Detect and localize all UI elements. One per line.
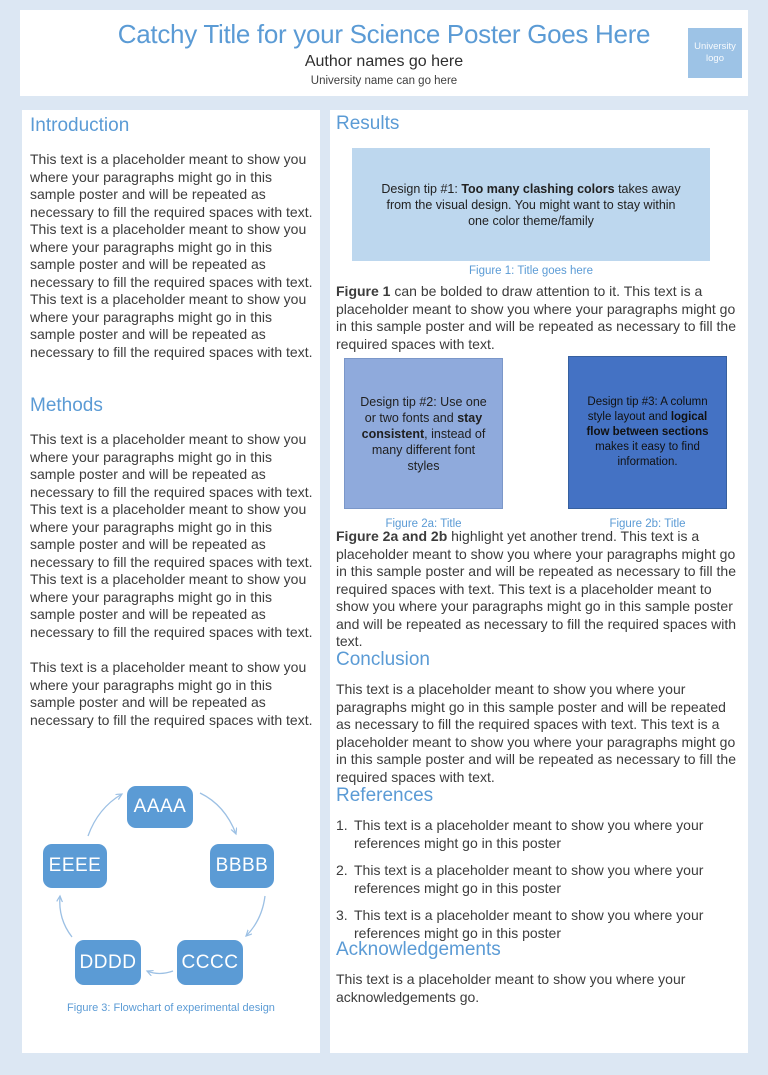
figure2a-text: Design tip #2: Use one or two fonts and stay consistent, instead of many different font styles bbox=[360, 394, 487, 473]
flow-arrow-cccc-to-dddd-icon bbox=[147, 971, 173, 974]
results-paragraph: Figure 1 can be bolded to draw attention to it. This text is a placeholder meant to show you where your paragraphs might go in this sample poster and will be repeated as necessary to fill the required spaces with text. bbox=[336, 283, 736, 352]
reference-marker: 2. bbox=[336, 862, 348, 878]
figure1-text: Design tip #1: Too many clashing colors takes away from the visual design. You might want to stay within one color theme/family bbox=[381, 181, 681, 228]
figure2a-box bbox=[344, 358, 503, 509]
figure3-caption: Figure 3: Flowchart of experimental design bbox=[67, 1002, 275, 1014]
figures-paragraph: Figure 2a and 2b highlight yet another trend. This text is a placeholder meant to show you where your paragraphs might go in this sample poster and will be repeated as necessary to fill the required spaces with text. This text is a placeholder meant to show you where your paragraphs might go in this sample poster and will be repeated as necessary to fill the required spaces with text. bbox=[336, 528, 736, 649]
reference-item bbox=[336, 907, 743, 942]
references-list bbox=[336, 817, 743, 942]
reference-text: This text is a placeholder meant to show you where your references might go in this poster bbox=[354, 817, 704, 851]
section-heading-acknowledgements: Acknowledgements bbox=[336, 939, 501, 960]
university-logo bbox=[688, 28, 742, 78]
flow-node-dddd: DDDD bbox=[75, 940, 141, 985]
introduction-paragraph: This text is a placeholder meant to show you where your paragraphs might go in this sample poster and will be repeated as necessary to fill the required spaces with text. This text is a placeholder meant to show you where your paragraphs might go in this sample poster and will be repeated as necessary to fill the required spaces with text. This text is a placeholder meant to show you where your paragraphs might go in this sample poster and will be repeated as necessary to fill the required spaces with text. bbox=[30, 151, 313, 360]
figures-paragraph-section bbox=[336, 528, 743, 651]
reference-text: This text is a placeholder meant to show you where your references might go in this poster bbox=[354, 907, 704, 941]
section-heading-results: Results bbox=[336, 113, 400, 134]
conclusion-paragraph: This text is a placeholder meant to show you where your paragraphs might go in this sample poster and will be repeated as necessary to fill the required spaces with text. This text is a placeholder meant to show you where your paragraphs might go in this sample poster and will be repeated as necessary to fill the required spaces with text. bbox=[336, 681, 736, 785]
flow-arrow-dddd-to-eeee-icon bbox=[60, 896, 72, 937]
section-heading-conclusion: Conclusion bbox=[336, 649, 430, 670]
reference-marker: 1. bbox=[336, 817, 348, 833]
methods-section bbox=[30, 394, 315, 729]
figure1-box bbox=[352, 148, 710, 261]
methods-paragraph-2: This text is a placeholder meant to show you where your paragraphs might go in this sample poster and will be repeated as necessary to fill the required spaces with text. bbox=[30, 659, 313, 728]
header-panel bbox=[20, 10, 748, 96]
figure2b-caption: Figure 2b: Title bbox=[609, 518, 686, 530]
left-column bbox=[22, 110, 320, 1053]
flow-arrow-aaaa-to-bbbb-icon bbox=[200, 793, 236, 834]
author-names: Author names go here bbox=[304, 53, 464, 70]
section-heading-methods: Methods bbox=[30, 395, 103, 416]
figure2-row bbox=[330, 356, 748, 531]
reference-item bbox=[336, 862, 743, 897]
header-text-block bbox=[20, 18, 748, 88]
reference-marker: 3. bbox=[336, 907, 348, 923]
right-column bbox=[330, 110, 748, 1053]
acknowledgements-section bbox=[336, 938, 743, 1006]
section-heading-introduction: Introduction bbox=[30, 115, 130, 136]
figure2b-text: Design tip #3: A column style layout and logical flow between sections makes it easy to find information. bbox=[586, 396, 709, 468]
flow-node-aaaa: AAAA bbox=[127, 786, 193, 828]
results-section bbox=[336, 112, 743, 353]
introduction-section bbox=[30, 114, 315, 361]
reference-text: This text is a placeholder meant to show you where your references might go in this poster bbox=[354, 862, 704, 896]
methods-paragraph-1: This text is a placeholder meant to show you where your paragraphs might go in this sample poster and will be repeated as necessary to fill the required spaces with text. This text is a placeholder meant to show you where your paragraphs might go in this sample poster and will be repeated as necessary to fill the required spaces with text. This text is a placeholder meant to show you where your paragraphs might go in this sample poster and will be repeated as necessary to fill the required spaces with text. bbox=[30, 431, 313, 640]
reference-item bbox=[336, 817, 743, 852]
university-name: University name can go here bbox=[310, 75, 458, 87]
flow-node-eeee: EEEE bbox=[43, 844, 107, 888]
figure2b-box bbox=[568, 356, 727, 509]
flow-node-cccc: CCCC bbox=[177, 940, 243, 985]
section-heading-references: References bbox=[336, 785, 434, 806]
university-logo-label: University logo bbox=[694, 41, 736, 64]
flow-arrow-eeee-to-aaaa-icon bbox=[88, 794, 122, 836]
figure2a-caption: Figure 2a: Title bbox=[385, 518, 462, 530]
figure1-caption: Figure 1: Title goes here bbox=[468, 265, 593, 277]
flow-node-bbbb: BBBB bbox=[210, 844, 274, 888]
flow-arrow-bbbb-to-cccc-icon bbox=[246, 896, 265, 936]
conclusion-section bbox=[336, 648, 743, 786]
flowchart-figure bbox=[22, 778, 320, 1023]
poster-title: Catchy Title for your Science Poster Goes Here bbox=[117, 19, 651, 49]
references-section bbox=[336, 784, 743, 952]
acknowledgements-paragraph: This text is a placeholder meant to show you where your acknowledgements go. bbox=[336, 971, 686, 1005]
